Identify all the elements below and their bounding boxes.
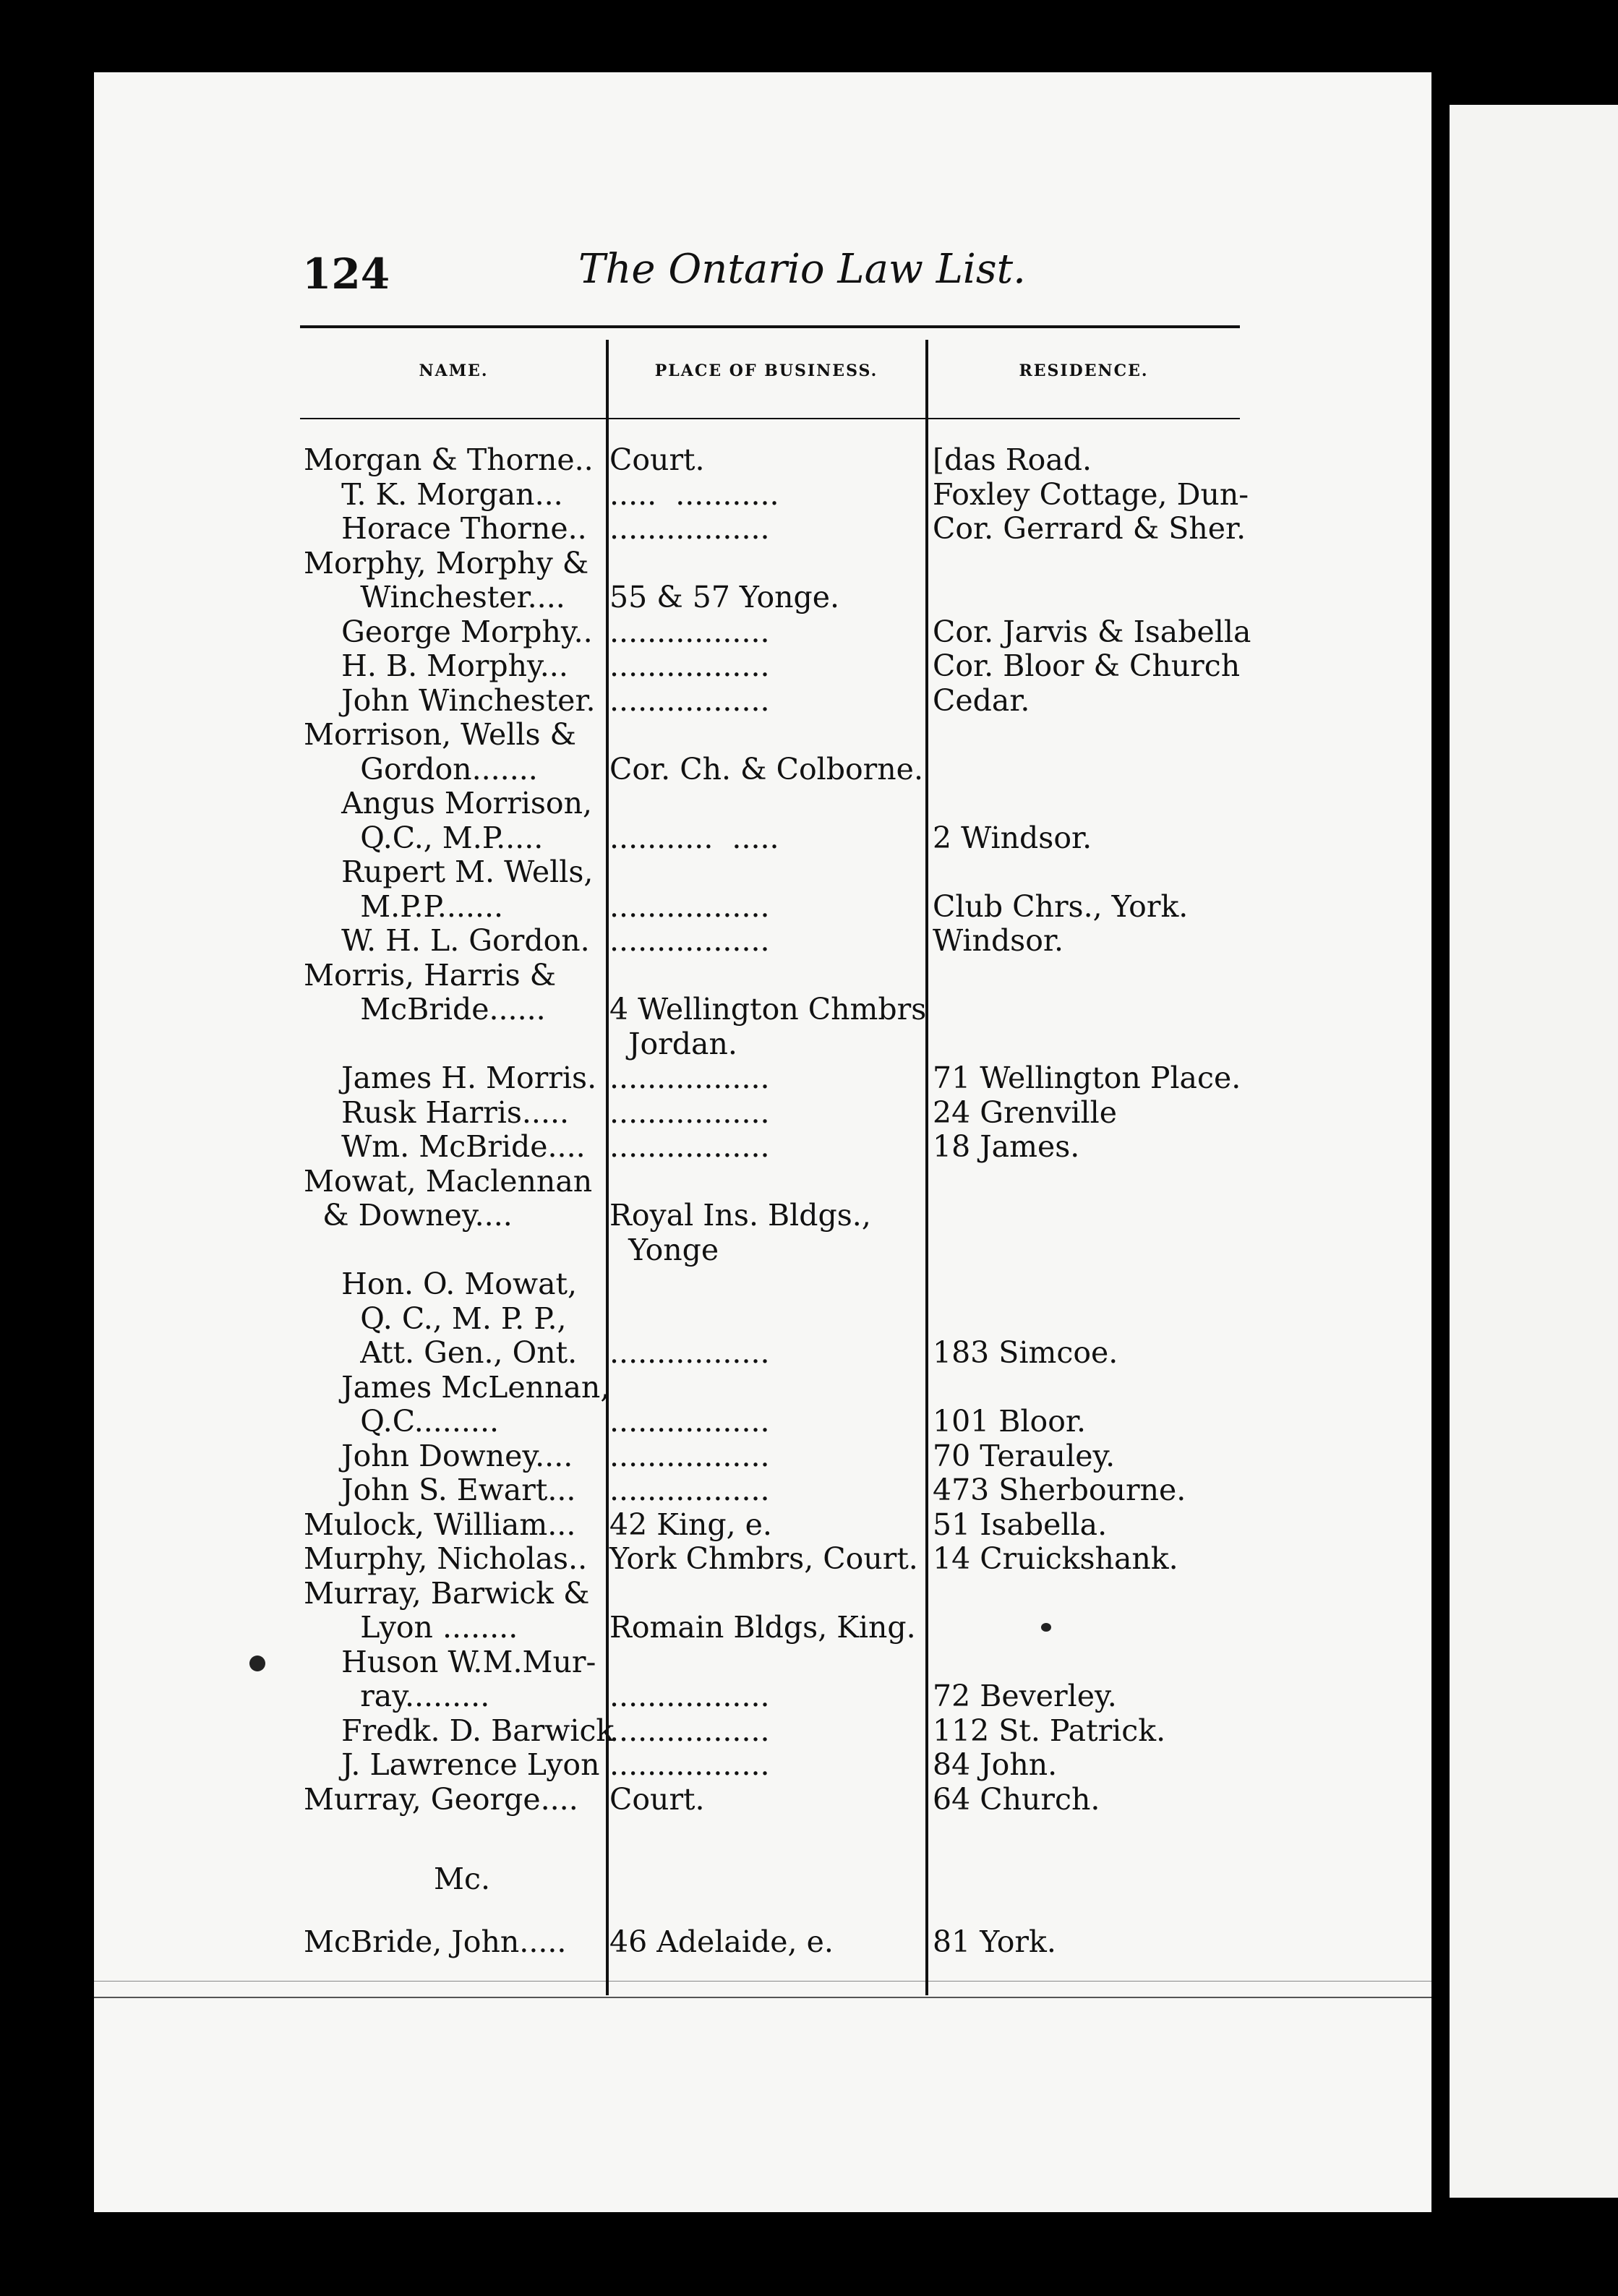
entry-name: Wm. McBride.... (304, 1129, 586, 1164)
entry-residence: 84 John. (933, 1747, 1058, 1782)
entry-residence: Cor. Bloor & Church (933, 648, 1241, 683)
entry-business: ................. (609, 1747, 770, 1782)
entry-name: Morgan & Thorne.. (304, 442, 594, 477)
column-header-name: NAME. (419, 361, 489, 380)
page-title: The Ontario Law List. (578, 246, 1026, 293)
entry-name: Murphy, Nicholas.. (304, 1541, 588, 1576)
entry-residence: Cor. Jarvis & Isabella (933, 614, 1251, 649)
column-header-business: PLACE OF BUSINESS. (654, 361, 878, 380)
ink-spot (1041, 1623, 1051, 1632)
entry-name: Hon. O. Mowat, (304, 1267, 578, 1301)
entry-name: Q. C., M. P. P., (304, 1301, 567, 1336)
entry-business: 46 Adelaide, e. (609, 1924, 834, 1959)
entry-name: J. Lawrence Lyon (304, 1747, 600, 1782)
entry-business: ..... ........... (609, 477, 779, 512)
entry-residence: 51 Isabella. (933, 1507, 1108, 1542)
entry-business: ................. (609, 1439, 770, 1473)
entry-name: Gordon....... (304, 752, 538, 787)
entry-name: John Downey.... (304, 1439, 573, 1473)
entry-business: Cor. Ch. & Colborne. (609, 752, 923, 787)
entry-business: ................. (609, 1095, 770, 1130)
entry-business: Romain Bldgs, King. (609, 1610, 916, 1645)
entry-residence: 14 Cruickshank. (933, 1541, 1178, 1576)
entry-residence: 473 Sherbourne. (933, 1473, 1186, 1507)
entry-residence: 101 Bloor. (933, 1404, 1087, 1439)
entry-business: ................. (609, 683, 770, 718)
entry-name: George Morphy.. (304, 614, 593, 649)
entry-name: McBride, John..... (304, 1924, 567, 1959)
entry-name: Mowat, Maclennan (304, 1164, 593, 1199)
entry-name: W. H. L. Gordon. (304, 923, 590, 958)
entry-business: ................. (609, 511, 770, 546)
entry-residence: 70 Terauley. (933, 1439, 1116, 1473)
entry-name: John S. Ewart... (304, 1473, 576, 1507)
entry-business: ................. (609, 614, 770, 649)
entry-business: Royal Ins. Bldgs., (609, 1198, 871, 1233)
entry-business: ........... ..... (609, 821, 779, 855)
entry-residence: Club Chrs., York. (933, 889, 1189, 924)
entry-residence: 71 Wellington Place. (933, 1061, 1241, 1095)
entry-name: Rupert M. Wells, (304, 854, 594, 889)
entry-business: ................. (609, 648, 770, 683)
entry-business: Court. (609, 1782, 705, 1817)
page-number: 124 (302, 249, 390, 299)
entry-residence: 18 James. (933, 1129, 1080, 1164)
entry-name: H. B. Morphy... (304, 648, 568, 683)
entry-name: Att. Gen., Ont. (304, 1335, 578, 1370)
entry-name: T. K. Morgan... (304, 477, 563, 512)
entry-name: Q.C......... (304, 1404, 500, 1439)
column-header-residence: RESIDENCE. (1019, 361, 1149, 380)
entry-business: York Chmbrs, Court. (609, 1541, 918, 1576)
entry-name: Murray, Barwick & (304, 1576, 590, 1611)
entry-name: James McLennan, (304, 1370, 610, 1405)
entry-business: ................. (609, 1335, 770, 1370)
entry-name: Morrison, Wells & (304, 717, 577, 752)
entry-name: Rusk Harris..... (304, 1095, 570, 1130)
entry-business: ................. (609, 1473, 770, 1507)
entry-name: ray......... (304, 1679, 490, 1713)
entry-name: Q.C., M.P..... (304, 821, 544, 855)
entry-residence: 24 Grenville (933, 1095, 1117, 1130)
entry-name: Morphy, Morphy & (304, 546, 589, 581)
entry-name: Angus Morrison, (304, 786, 593, 821)
entry-business: Jordan. (609, 1027, 737, 1061)
entry-name: Winchester.... (304, 580, 565, 614)
entry-business: ................. (609, 923, 770, 958)
entry-name: M.P.P....... (304, 889, 504, 924)
entry-business: 55 & 57 Yonge. (609, 580, 840, 614)
entry-business: 42 King, e. (609, 1507, 772, 1542)
entry-name: Murray, George.... (304, 1782, 578, 1817)
entry-residence: Cedar. (933, 683, 1030, 718)
entry-residence: Foxley Cottage, Dun- (933, 477, 1249, 512)
entry-residence: [das Road. (933, 442, 1092, 477)
entry-residence: 72 Beverley. (933, 1679, 1117, 1713)
entry-business: ................. (609, 1713, 770, 1748)
entry-residence: 183 Simcoe. (933, 1335, 1118, 1370)
entry-business: ................. (609, 1061, 770, 1095)
entry-name: Huson W.M.Mur- (304, 1645, 596, 1679)
entry-name: Fredk. D. Barwick (304, 1713, 615, 1748)
entry-residence: 2 Windsor. (933, 821, 1092, 855)
entry-residence: Windsor. (933, 923, 1064, 958)
entry-business: ................. (609, 1679, 770, 1713)
entry-name: John Winchester. (304, 683, 596, 718)
entry-name: Horace Thorne.. (304, 511, 587, 546)
entry-name: McBride...... (304, 992, 546, 1027)
entry-residence: 64 Church. (933, 1782, 1100, 1817)
entry-name: Lyon ........ (304, 1610, 518, 1645)
entry-business: Court. (609, 442, 705, 477)
entry-name: Morris, Harris & (304, 958, 557, 993)
ink-spot (249, 1655, 265, 1671)
section-heading-mc: Mc. (434, 1862, 490, 1896)
entry-residence: 81 York. (933, 1924, 1056, 1959)
entry-name: James H. Morris. (304, 1061, 597, 1095)
entry-name: & Downey.... (304, 1198, 513, 1233)
entry-business: ................. (609, 1404, 770, 1439)
entry-business: ................. (609, 889, 770, 924)
entry-residence: 112 St. Patrick. (933, 1713, 1166, 1748)
entry-business: 4 Wellington Chmbrs (609, 992, 927, 1027)
entry-business: ................. (609, 1129, 770, 1164)
entry-residence: Cor. Gerrard & Sher. (933, 511, 1246, 546)
entry-business: Yonge (609, 1233, 719, 1267)
entry-name: Mulock, William... (304, 1507, 576, 1542)
